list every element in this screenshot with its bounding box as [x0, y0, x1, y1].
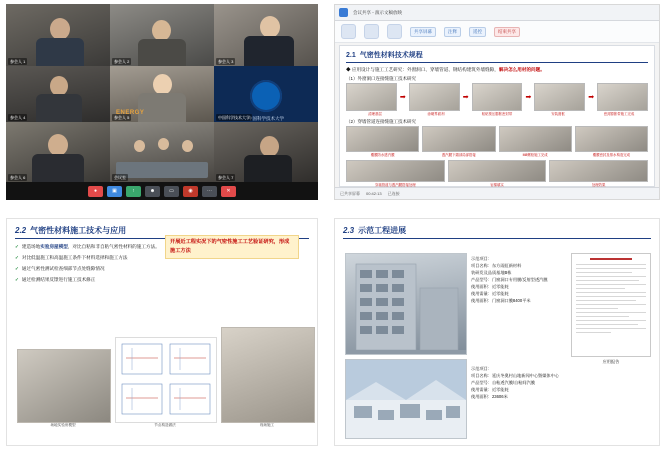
share-screen-button[interactable]: 共享屏幕	[410, 27, 436, 37]
video-tile[interactable]	[6, 122, 110, 182]
slide-number: 2.3	[343, 226, 355, 235]
process-photo	[549, 160, 648, 182]
banner-wrap	[157, 233, 307, 259]
slide-number: 2.2	[15, 226, 27, 235]
photo-caption: 覆膜密封及排水构造完成	[592, 153, 631, 157]
photo-caption: 粘贴预压膨胀密封带	[481, 112, 513, 116]
participant-name: 参会人 3	[218, 59, 234, 64]
project-2-text	[471, 365, 563, 400]
photo-caption: 处理效果	[591, 183, 606, 187]
building-photo-1	[345, 253, 467, 355]
laser-icon[interactable]	[387, 24, 402, 39]
process-photo	[597, 83, 648, 111]
video-tile[interactable]	[6, 66, 110, 122]
photo-caption: 安装窗框	[551, 112, 565, 116]
process-photo	[346, 160, 445, 182]
project-1-line: 使用面积：近零能耗	[471, 284, 509, 289]
photo-caption: M8螺栓施工完成	[522, 153, 548, 157]
process-photo	[422, 126, 495, 152]
app-icon	[339, 8, 348, 17]
arrow-icon: ➡	[462, 94, 469, 101]
doc-caption: 应用报告	[602, 359, 620, 364]
record-icon[interactable]: ◉	[183, 186, 198, 197]
video-tile[interactable]	[214, 122, 318, 182]
sub-heading-2: （2）穿墙管道连接缝施工技术研究	[346, 119, 417, 124]
app-title: 会议共享 - 演示文稿放映	[353, 9, 402, 15]
list-item	[15, 276, 165, 284]
participant-name: 会议室	[114, 175, 126, 180]
list-item-text: 对比低温施工和高温施工条件下材料选择和施工方法	[21, 255, 128, 260]
process-photo	[409, 83, 460, 111]
slide-title: 气密性材料技术规程	[359, 52, 423, 59]
university-logo-icon	[250, 80, 282, 112]
video-call-toolbar	[6, 182, 318, 200]
participant-name: 参会人 4	[10, 115, 26, 120]
video-grid	[6, 4, 318, 200]
building-photo-2	[345, 359, 467, 439]
process-photo	[575, 126, 648, 152]
photo-caption: 现场施工	[259, 423, 275, 427]
app-title-bar	[335, 5, 659, 21]
participant-name: 参会人 2	[114, 59, 130, 64]
participant-name: 参会人 5	[114, 115, 130, 120]
photo-row-1	[346, 83, 648, 111]
remote-control-button[interactable]: 遥控	[469, 27, 486, 37]
project-1-heading: 示范项目：	[471, 256, 492, 261]
project-2-line: 产品型号：自粘透汽膜/自粘间汽膜	[471, 380, 535, 385]
process-photo	[346, 83, 397, 111]
status-bar	[335, 187, 659, 199]
pen-icon[interactable]	[364, 24, 379, 39]
slide-title: 示范工程进展	[358, 226, 407, 235]
site-model-photo	[17, 349, 111, 423]
project-1-line: 使用面积：门窗洞口膜8400平米	[471, 298, 531, 303]
project-2-heading: 示范项目：	[471, 366, 492, 371]
photo-caption: 节点构造做法	[154, 423, 176, 427]
stop-share-button[interactable]: 结束共享	[494, 27, 520, 37]
project-1-line: 产品型号：门窗洞口专用膜/反射型透汽膜	[471, 277, 548, 282]
list-item-text: 通过检测结果反馈进行施工技术修正	[21, 277, 96, 282]
check-icon: ✓	[15, 277, 19, 282]
arrow-icon: ➡	[588, 94, 595, 101]
snow-village-svg	[346, 360, 466, 438]
video-tile-room[interactable]	[110, 122, 214, 182]
status-timer: 00:42:13	[366, 191, 382, 196]
slide-title: 气密性材料施工技术与应用	[30, 226, 127, 235]
onsite-construction-photo	[221, 327, 315, 423]
photo-caption: 岩棉填实	[490, 183, 504, 187]
building-svg	[346, 254, 466, 354]
status-share: 已共享屏幕	[340, 190, 360, 196]
more-icon[interactable]: ⋯	[202, 186, 217, 197]
highlight-banner: 开展近工程实况下的气密性施工工艺验证研究，形成施工方法	[165, 235, 299, 259]
application-report-doc	[571, 253, 651, 357]
camera-icon[interactable]: ▣	[107, 186, 122, 197]
process-photo	[472, 83, 523, 111]
video-tile[interactable]	[110, 4, 214, 66]
slide-title-row	[346, 50, 648, 63]
video-tile-org[interactable]	[214, 66, 318, 122]
photo-caption: 清理基层	[368, 112, 382, 116]
arrow-icon: ➡	[525, 94, 532, 101]
meeting-ribbon	[335, 21, 659, 43]
slide-number: 2.1	[346, 51, 356, 59]
caption-row-2	[346, 153, 648, 158]
drawing-svg	[116, 338, 216, 422]
photo-caption: 穿墙管道与透汽膜搭接处理	[374, 183, 416, 187]
leave-button[interactable]: ✕	[221, 186, 236, 197]
photo-caption: 涂刷界面剂	[427, 112, 445, 116]
list-item	[15, 265, 165, 273]
video-call-window	[6, 4, 318, 200]
bullet-highlight: 解决怎么用材的问题。	[498, 67, 545, 72]
list-item	[15, 254, 165, 262]
project-1-text	[471, 255, 563, 304]
check-icon: ✓	[15, 266, 19, 271]
photo-caption: 密封膨胀带施工完成	[603, 112, 635, 116]
org-caption: 中国科学技术大学	[248, 116, 284, 121]
mic-icon[interactable]: ●	[88, 186, 103, 197]
project-1-line: 使用需量：近零能耗	[471, 291, 509, 296]
project-2-line: 使用需量：近零能耗	[471, 387, 509, 392]
slide-bullet	[346, 66, 648, 74]
shared-presentation-window	[334, 4, 660, 200]
caption-row-1	[346, 112, 648, 117]
status-connection: 已连接	[387, 190, 400, 196]
process-photo	[534, 83, 585, 111]
title-divider	[343, 238, 651, 239]
list-item-text: 建造场地实验房屋模型，对比自粘和非自粘气密性材料的施工方法。	[21, 244, 160, 249]
check-icon: ✓	[15, 255, 19, 260]
chat-icon[interactable]: ▭	[164, 186, 179, 197]
pointer-icon[interactable]	[341, 24, 356, 39]
share-icon[interactable]: ↑	[126, 186, 141, 197]
photo-caption: 透汽膜下端部局部搭接	[441, 153, 476, 157]
sub-heading-1: （1）外窗洞口连接缝施工技术研究	[346, 76, 417, 81]
process-photo	[499, 126, 572, 152]
arrow-icon: ➡	[399, 94, 406, 101]
node-detail-drawing	[115, 337, 217, 423]
project-1-line: 装研发及品质基地B栋	[471, 270, 512, 275]
project-2-line: 项目名称：延庆冬奥村山地新闻中心暨媒体中心	[471, 373, 559, 378]
list-item-text: 通过气密性测试检查细部节点处缝隙情况	[21, 266, 105, 271]
slide-2-1	[339, 45, 655, 187]
participant-name: 参会人 6	[10, 175, 26, 180]
bullet-text: ◆ 应用设计与施工工艺研究：外窗洞口、穿墙管道、钢结构建筑外墙缝隙，	[346, 67, 499, 72]
photo-caption: 场地实验房模型	[50, 423, 76, 427]
process-photo	[448, 160, 547, 182]
annotate-button[interactable]: 注释	[444, 27, 461, 37]
video-tile[interactable]	[6, 4, 110, 66]
participants-icon[interactable]: ☻	[145, 186, 160, 197]
bullet-list	[15, 243, 165, 284]
photo-row-2	[346, 126, 648, 152]
participant-name: 参会人 7	[218, 175, 234, 180]
energy-watermark: ENERGY	[116, 110, 145, 116]
slide-2-3	[334, 218, 660, 446]
project-2-line: 使用面积：23606米	[471, 394, 508, 399]
slide-title-row	[335, 219, 659, 238]
project-1-line: 项目名称：东方雨虹新材料	[471, 263, 522, 268]
photo-caption: 覆膜防水透汽膜	[370, 153, 395, 157]
meeting-table	[116, 162, 208, 178]
participant-name: 参会人 1	[10, 59, 26, 64]
check-icon: ✓	[15, 244, 19, 249]
photo-row-3	[346, 160, 648, 182]
slide-2-2	[6, 218, 318, 446]
process-photo	[346, 126, 419, 152]
participant-name: 中国科学技术大学	[218, 115, 250, 120]
video-tile[interactable]	[214, 4, 318, 66]
video-tile-speaking[interactable]	[110, 66, 214, 122]
list-item	[15, 243, 165, 251]
